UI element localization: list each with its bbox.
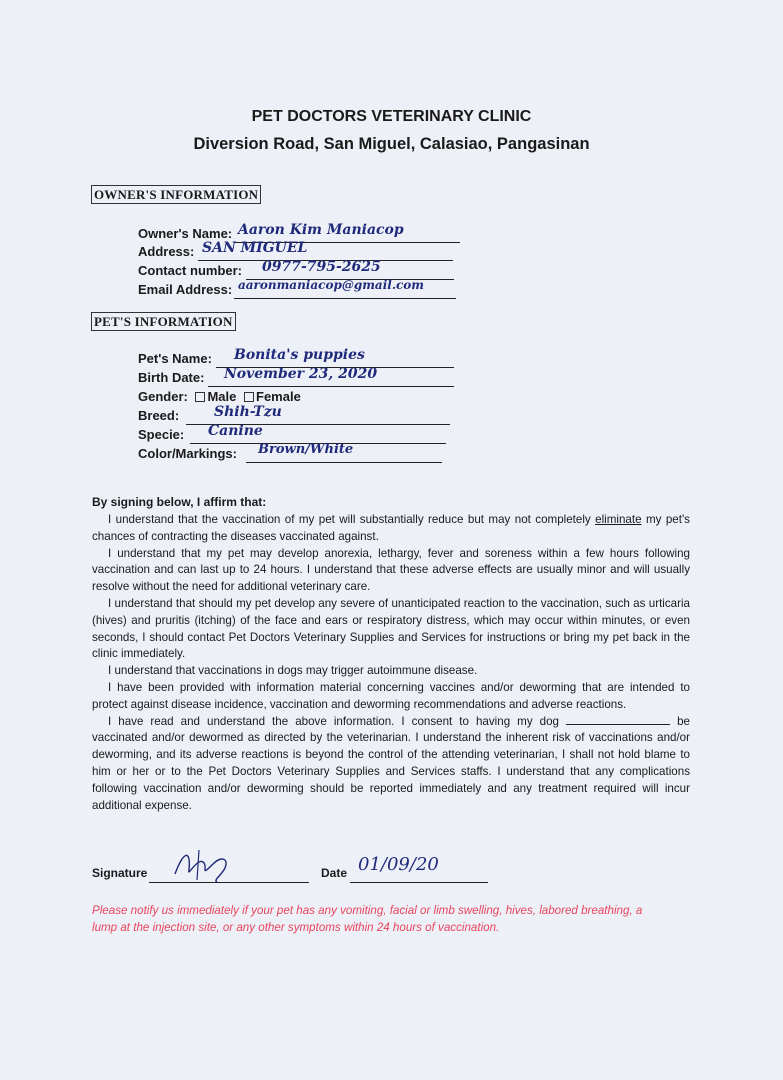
pet-birth-label: Birth Date: — [138, 370, 205, 385]
owner-name-row — [138, 222, 404, 241]
owner-name-value: Aaron Kim Maniacop — [238, 222, 404, 238]
pet-name-label: Pet's Name: — [138, 351, 212, 366]
notice-text: Please notify us immediately if your pet has any vomiting, facial or limb swelling, hives, labored breathing, a lump at the injection site, or any other symptoms within 24 hours of vaccination. — [92, 904, 643, 934]
signature-row — [92, 866, 147, 880]
owner-email-label: Email Address: — [138, 282, 233, 297]
male-label: Male — [207, 389, 237, 404]
clinic-address: Diversion Road, San Miguel, Calasiao, Pangasinan — [193, 135, 590, 153]
pet-color-row — [138, 442, 354, 461]
handwritten-signature — [169, 844, 239, 884]
male-checkbox[interactable] — [195, 392, 205, 402]
owner-section-title: OWNER'S INFORMATION — [91, 185, 261, 204]
signature-field[interactable] — [149, 866, 309, 883]
owner-name-label: Owner's Name: — [138, 226, 233, 241]
pet-section-title: PET'S INFORMATION — [91, 312, 236, 331]
consent-p1-text: I understand that the vaccination of my pet will substantially reduce but may not completely — [108, 513, 591, 526]
pet-breed-row — [138, 404, 282, 423]
pet-color-label: Color/Markings: — [138, 446, 237, 461]
consent-paragraph: I understand that vaccinations in dogs may trigger autoimmune disease. — [108, 664, 478, 678]
consent-paragraph — [92, 714, 690, 815]
female-label: Female — [256, 389, 301, 404]
pet-birth-row — [138, 366, 378, 385]
owner-address-label: Address: — [138, 244, 195, 259]
pet-name-value: Bonita's puppies — [234, 347, 365, 363]
pet-color-field[interactable] — [246, 442, 442, 463]
owner-email-value: aaronmaniacop@gmail.com — [238, 278, 424, 292]
consent-paragraph: I understand that my pet may develop anorexia, lethargy, fever and soreness within a few hours following vaccination and can last up to 24 hours. I understand that these adverse effects are usually minor and will usually resolve without the need for additional veterinary care. — [92, 546, 690, 594]
pet-specie-row — [138, 423, 263, 442]
pet-name-row — [138, 347, 365, 366]
pet-color-value: Brown/White — [258, 442, 354, 457]
pet-gender-row — [138, 389, 301, 404]
clinic-name: PET DOCTORS VETERINARY CLINIC — [251, 108, 532, 125]
female-checkbox[interactable] — [244, 392, 254, 402]
date-row — [321, 866, 347, 880]
consent-paragraph: I understand that should my pet develop any severe of unanticipated reaction to the vaccination, such as urticaria (hives) and pruritis (itching) of the face and ears or respiratory distress, which may occur within minutes, or even seconds, I should contact Pet Doctors Veterinary Supplies and Services for instructions or bring my pet back in the clinic immediately. — [92, 596, 690, 661]
owner-contact-label: Contact number: — [138, 263, 242, 278]
pet-birth-value: November 23, 2020 — [224, 366, 378, 382]
date-value: 01/09/20 — [358, 854, 439, 875]
owner-address-value: SAN MIGUEL — [202, 240, 308, 256]
dog-name-blank[interactable] — [566, 714, 670, 725]
pet-specie-label: Specie: — [138, 427, 185, 442]
consent-p6-text: I have read and understand the above information. I consent to having my dog — [108, 714, 560, 728]
pet-gender-label: Gender: — [138, 389, 188, 404]
pet-breed-label: Breed: — [138, 408, 180, 423]
pet-breed-value: Shih-Tzu — [214, 404, 282, 420]
date-field[interactable] — [350, 854, 488, 883]
consent-paragraph — [92, 512, 690, 546]
signature-label: Signature — [92, 866, 148, 880]
owner-email-row — [138, 278, 424, 297]
consent-p1-emphasis: eliminate — [595, 513, 642, 526]
pet-birth-field[interactable] — [208, 366, 454, 387]
owner-address-row — [138, 240, 308, 259]
owner-email-field[interactable] — [234, 278, 456, 299]
owner-contact-row — [138, 259, 381, 278]
consent-body — [92, 512, 690, 814]
pet-specie-value: Canine — [208, 423, 263, 439]
owner-contact-value: 0977-795-2625 — [262, 259, 381, 275]
date-label: Date — [321, 866, 348, 880]
consent-heading: By signing below, I affirm that: — [92, 495, 267, 509]
consent-p1-text-end: my pet's chances of contracting the diseases vaccinated against. — [92, 513, 690, 543]
consent-p6-text-end: be vaccinated and/or dewormed as directed by the veterinarian. I understand the inherent risk of vaccinations and/or deworming, and its adverse reactions is beyond the control of the attending veterinarian, I shall not hold blame to him or her or to the Pet Doctors Veterinary Supplies and Services staffs. I understand that any complications following vaccination and/or deworming should be reported immediately and any treatment required will incur additional expense. — [92, 714, 690, 812]
consent-paragraph: I have been provided with information material concerning vaccines and/or deworming that are intended to protect against disease incidence, vaccination and deworming recommendations and adverse reactions. — [92, 680, 690, 711]
